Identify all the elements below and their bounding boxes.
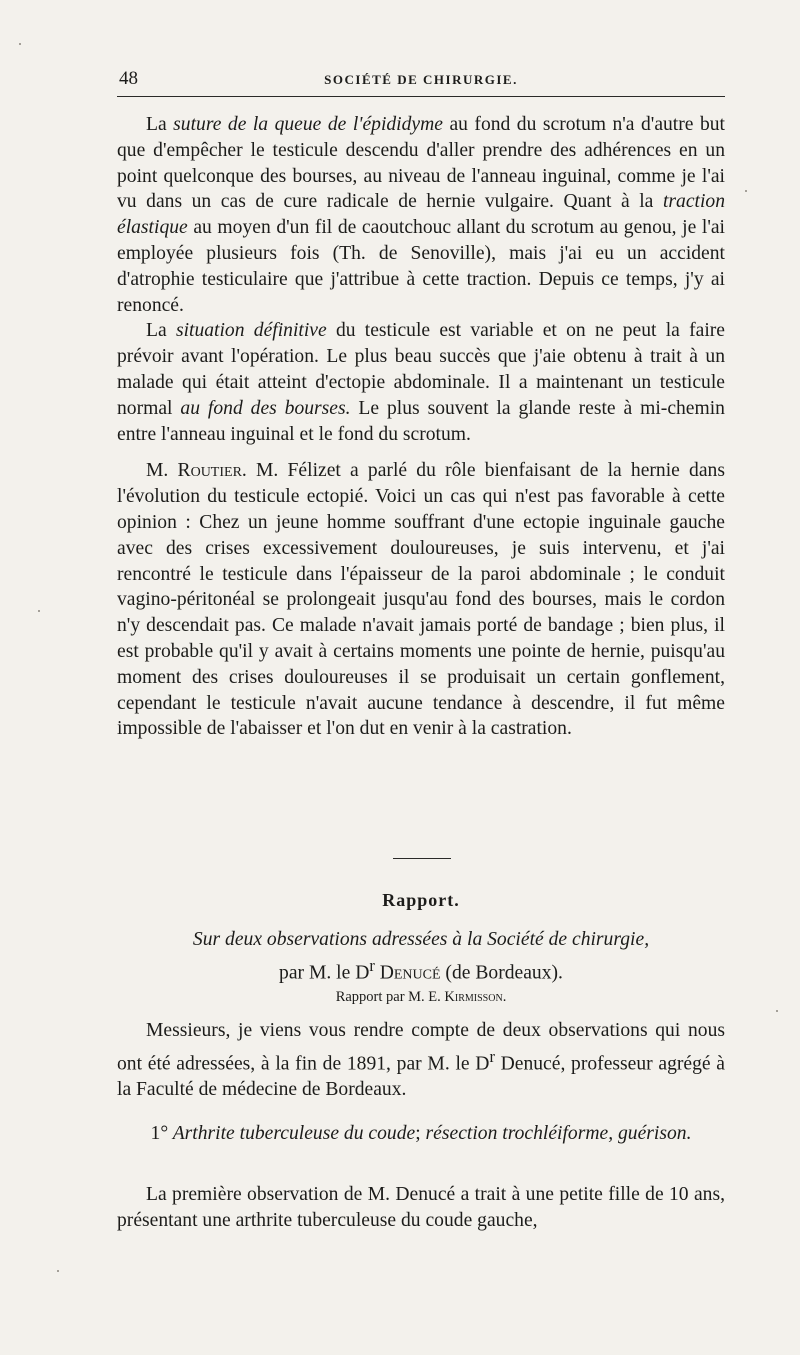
- paper-speck: [745, 190, 747, 192]
- author-prefix: par M. le D: [279, 962, 370, 984]
- report-byline: [117, 987, 725, 1007]
- observation-title-part: Arthrite tuberculeuse du coude: [168, 1123, 416, 1144]
- author-location: (de Bordeaux).: [440, 962, 563, 984]
- paper-speck: [57, 1270, 59, 1272]
- paragraph-routier: [117, 458, 725, 742]
- observation-title: [117, 1121, 725, 1147]
- paragraph-text: au fond du scrotum n'a d'autre but que d'empêcher le testicule descendu d'aller prendre des adhérences en un point quelconque des bourses, au niveau de l'anneau inguinal, comme je l'ai vu dans un cas de cure radicale de hernie vulgaire. Quant à la: [117, 114, 725, 213]
- greeting-text: Messieurs, je viens vous rendre compte de deux observations qui nous ont été adressées, à la fin de 1891, par M. le D: [117, 1020, 725, 1075]
- report-title-text: Sur deux observations adressées à la Société de chirurgie,: [192, 929, 650, 950]
- italic-phrase: situation définitive: [175, 320, 327, 342]
- italic-phrase: au fond des bourses.: [180, 397, 351, 419]
- report-subtitle: [117, 927, 725, 986]
- doctor-superscript: r: [369, 955, 375, 975]
- paragraph-text: Le plus souvent la glande reste à mi-chemin entre l'anneau inguinal et le fond du scrotum.: [117, 397, 725, 445]
- paragraph-situation: [117, 318, 725, 447]
- byline-suffix: .: [502, 989, 507, 1005]
- paragraph-text: M.: [146, 460, 178, 482]
- paragraph-text: La: [146, 320, 176, 342]
- byline-name: Kirmisson: [444, 989, 503, 1005]
- paper-speck: [38, 610, 40, 612]
- paper-speck: [776, 1010, 778, 1012]
- observation-title-part: résection trochléiforme, guérison.: [425, 1123, 692, 1144]
- report-title-italic: [117, 927, 725, 953]
- page-number: 48: [119, 68, 138, 89]
- report-greeting: [117, 1018, 725, 1103]
- running-head: SOCIÉTÉ DE CHIRURGIE.: [324, 72, 518, 87]
- paragraph-text: au moyen d'un fil de caoutchouc allant du scrotum au genou, je l'ai employée plusieurs fois (Th. de Senoville), mais j'ai eu un accident d'atrophie testiculaire que j'attribue à cette traction. Depuis ce temps, j'y ai renoncé.: [117, 217, 725, 316]
- final-paragraph: [117, 1182, 725, 1234]
- page-header: [117, 64, 725, 97]
- observation-separator: ;: [415, 1123, 426, 1144]
- final-text: La première observation de M. Denucé a trait à une petite fille de 10 ans, présentant une arthrite tuberculeuse du coude gauche,: [117, 1184, 725, 1231]
- author-name: Denucé: [379, 962, 441, 984]
- paragraph-suture: [117, 112, 725, 318]
- italic-phrase: traction élastique: [117, 191, 725, 239]
- paper-speck: [19, 43, 21, 45]
- observation-number: 1°: [150, 1123, 169, 1144]
- doctor-superscript: r: [489, 1046, 495, 1066]
- paragraph-gap: [117, 447, 725, 458]
- byline-prefix: Rapport par M. E.: [335, 989, 445, 1005]
- report-author-line: [117, 953, 725, 986]
- italic-phrase: suture de la queue de l'épididyme: [173, 114, 443, 135]
- paragraph-text: . M. Félizet a parlé du rôle bienfaisant de la hernie dans l'évolution du testicule ectopié. Voici un cas qui n'est pas favorable à cette opinion : Chez un jeune homme souffrant d'une ectopie inguinale gauche avec des crises excessivement douloureuses, je suis intervenu, et j'ai rencontré le testicule dans l'épaisseur de la paroi abdominale ; le conduit vagino-péritonéal se prolongeait jusqu'au fond des bourses, mais le cordon n'y descendait pas. Ce malade n'avait jamais porté de bandage ; bien plus, il est probable qu'il y avait à certains moments une pointe de hernie, puisqu'au moment des crises douloureuses il se produisait un certain gonflement, cependant le testicule n'avait aucune tendance à descendre, il fut même impossible de l'abaisser et l'on dut en venir à la castration.: [117, 460, 725, 740]
- paragraph-text: La: [146, 114, 174, 135]
- section-divider: [393, 858, 451, 859]
- paragraph-text: du testicule est variable et on ne peut la faire prévoir avant l'opération. Le plus beau succès que j'aie obtenu à trait à un malade qui était atteint d'ectopie abdominale. Il a maintenant un testicule normal: [117, 320, 725, 419]
- greeting-text: Denucé, professeur agrégé à la Faculté de médecine de Bordeaux.: [117, 1053, 726, 1101]
- speaker-name: Routier: [177, 460, 242, 482]
- main-text: [117, 112, 725, 742]
- report-heading: Rapport.: [382, 890, 460, 910]
- greeting-paragraph: [117, 1018, 725, 1103]
